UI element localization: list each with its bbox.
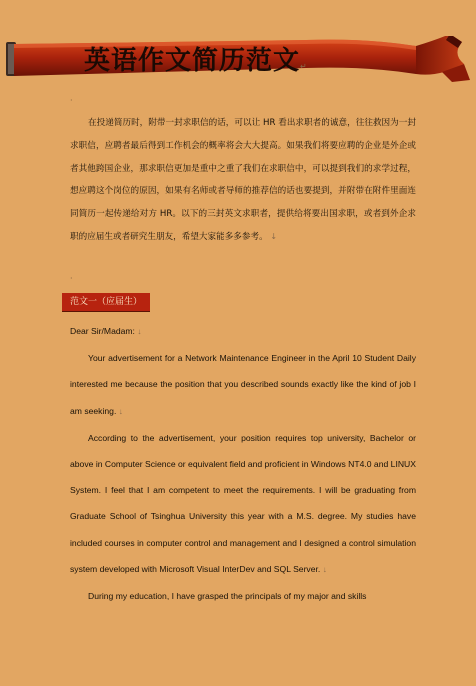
letter-paragraph: During my education, I have grasped the principals of my major and skills (88, 591, 367, 602)
letter-paragraph: According to the advertisement, your position requires top university, Bachelor or above in Computer Science or equivalent field and proficient in Windows NT4.0 and LINUX System. I feel that I am competent to meet the requirements. I will be graduating from Graduate School of Tsinghua University this year with a M.S. degree. My studies have included courses in computer control and management and I designed a control simulation system developed with Microsoft Visual InterDev and SQL Server. ↓ (70, 432, 416, 574)
letter-paragraph: Your advertisement for a Network Maintenance Engineer in the April 10 Student Daily interested me because the position that you described sounds exactly like the kind of job I am seeking. ↓ (70, 353, 416, 416)
letter-salutation: Dear Sir/Madam: ↓ (70, 326, 142, 336)
paragraph-mark: ↓ (270, 231, 278, 241)
title-banner (6, 36, 470, 84)
paragraph-mark-blank: · (70, 274, 73, 283)
section-label: 范文一（应届生） (62, 293, 150, 312)
page-title: 英语作文简历范文↵ (84, 46, 308, 76)
intro-paragraph: 在投递简历时，附带一封求职信的话，可以让 HR 看出求职者的诚意，往往救因为一封求职信，应聘者最后得到工作机会的概率将会大大提高。如果我们将要应聘的企业是外企或者其他跨国企业，那求职信更加是重中之重了我们在求职信中，可以提到我们的求学过程，想应聘这个岗位的原因，如果有名师或者导师的推荐信的话也要提到，并附带在附件里面连同简历一起传递给对方 HR。以下的三封英文求职者，提供给将要出国求职，或者到外企求职的应届生或者研究生朋友，希望大家能多多参考。 ↓ (70, 118, 416, 242)
return-mark: ↵ (300, 62, 308, 71)
letter-body (70, 318, 416, 609)
paragraph-mark-top: · (70, 96, 73, 105)
